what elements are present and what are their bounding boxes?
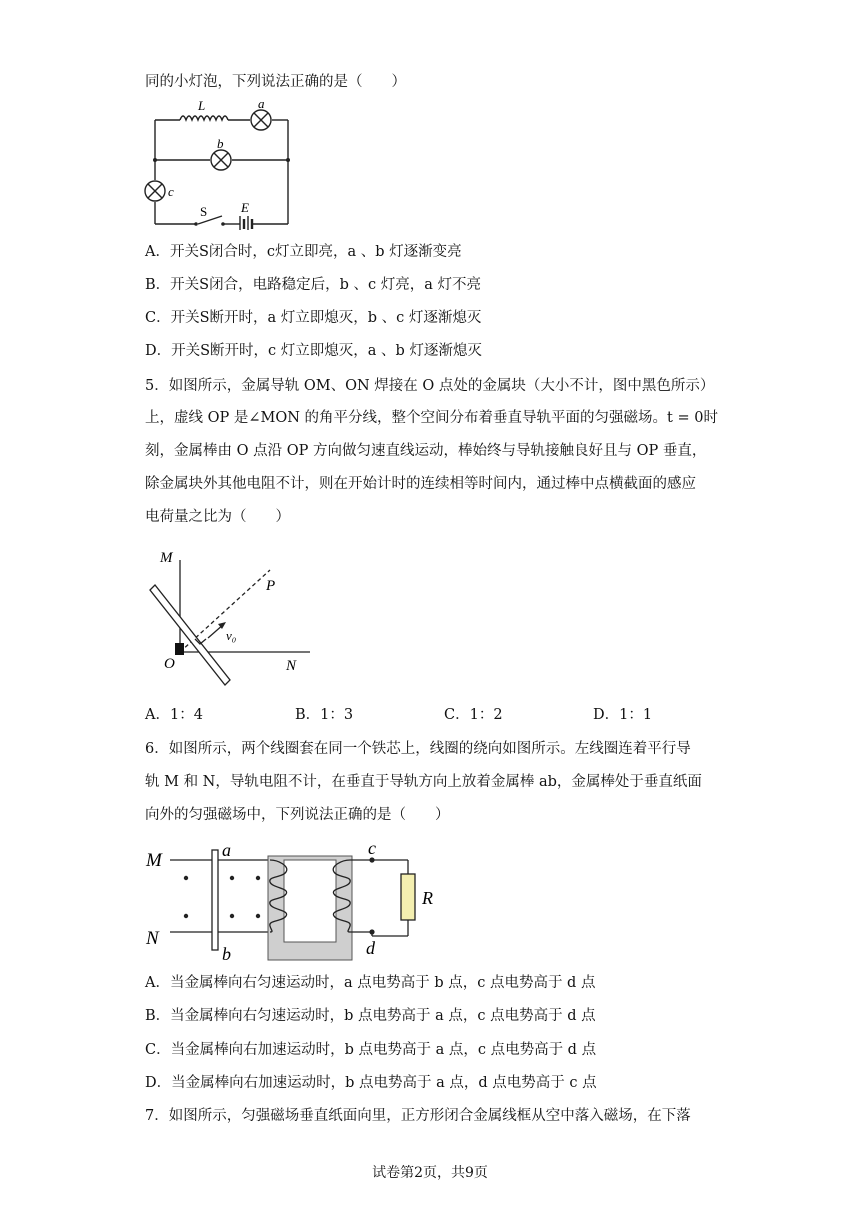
label-c: c [368, 838, 376, 858]
q5-line-3: 刻，金属棒由 O 点沿 OP 方向做匀速直线运动，棒始终与导轨接触良好且与 OP 垂直， [145, 443, 707, 459]
label-a: a [258, 98, 265, 111]
q4-option-b: B．开关S闭合，电路稳定后，b 、c 灯亮，a 灯不亮 [145, 277, 481, 293]
q5-option-a: A．1：4 [145, 707, 203, 723]
q6-option-c: C．当金属棒向右加速运动时，b 点电势高于 a 点，c 点电势高于 d 点 [145, 1042, 597, 1058]
label-P: P [266, 578, 276, 594]
q4-stem-tail: 同的小灯泡，下列说法正确的是（ ） [145, 74, 406, 90]
label-b: b [217, 136, 224, 151]
q5-line-2: 上，虚线 OP 是∠MON 的角平分线，整个空间分布着垂直导轨平面的匀强磁场。t = 0时 [145, 410, 718, 426]
q5-option-b: B．1：3 [295, 707, 354, 723]
q6-option-d: D．当金属棒向右加速运动时，b 点电势高于 a 点，d 点电势高于 c 点 [145, 1075, 597, 1091]
label-E: E [241, 200, 249, 215]
q7-line-1: 7．如图所示，匀强磁场垂直纸面向里，正方形闭合金属线框从空中落入磁场，在下落 [145, 1108, 691, 1124]
label-N: N [146, 928, 159, 949]
q6-line-2: 轨 M 和 N，导轨电阻不计，在垂直于导轨方向上放着金属棒 ab，金属棒处于垂直纸面 [145, 774, 702, 790]
label-a: a [222, 840, 231, 860]
label-N: N [286, 658, 297, 674]
q5-rail-figure [140, 540, 320, 690]
page-footer: 试卷第2页，共9页 [372, 1165, 488, 1181]
label-v0: v₀ [226, 628, 237, 643]
label-R: R [422, 888, 433, 908]
q6-option-a: A．当金属棒向右匀速运动时，a 点电势高于 b 点，c 点电势高于 d 点 [145, 975, 596, 991]
q4-option-a: A．开关S闭合时，c灯立即亮，a 、b 灯逐渐变亮 [145, 244, 462, 260]
label-c: c [168, 184, 174, 199]
q4-option-c: C．开关S断开时，a 灯立即熄灭，b 、c 灯逐渐熄灭 [145, 310, 482, 326]
label-M: M [160, 550, 173, 566]
label-d: d [366, 938, 375, 958]
q5-line-5: 电荷量之比为（ ） [145, 509, 290, 525]
label-b: b [222, 944, 231, 964]
q5-option-c: C．1：2 [444, 707, 503, 723]
q5-line-4: 除金属块外其他电阻不计，则在开始计时的连续相等时间内，通过棒中点横截面的感应 [145, 476, 696, 492]
label-L: L [198, 98, 206, 113]
q6-option-b: B．当金属棒向右匀速运动时，b 点电势高于 a 点，c 点电势高于 d 点 [145, 1008, 596, 1024]
q5-line-1: 5．如图所示，金属导轨 OM、ON 焊接在 O 点处的金属块（大小不计，图中黑色所示） [145, 378, 715, 394]
q5-option-d: D．1：1 [593, 707, 653, 723]
q6-transformer-figure [140, 836, 450, 966]
q4-circuit-figure [140, 98, 300, 230]
label-M: M [146, 850, 162, 871]
label-O: O [164, 656, 175, 672]
q6-line-1: 6．如图所示，两个线圈套在同一个铁芯上，线圈的绕向如图所示。左线圈连着平行导 [145, 741, 691, 757]
label-S: S [200, 204, 208, 219]
q4-option-d: D．开关S断开时，c 灯立即熄灭，a 、b 灯逐渐熄灭 [145, 343, 482, 359]
q6-line-3: 向外的匀强磁场中，下列说法正确的是（ ） [145, 807, 450, 823]
